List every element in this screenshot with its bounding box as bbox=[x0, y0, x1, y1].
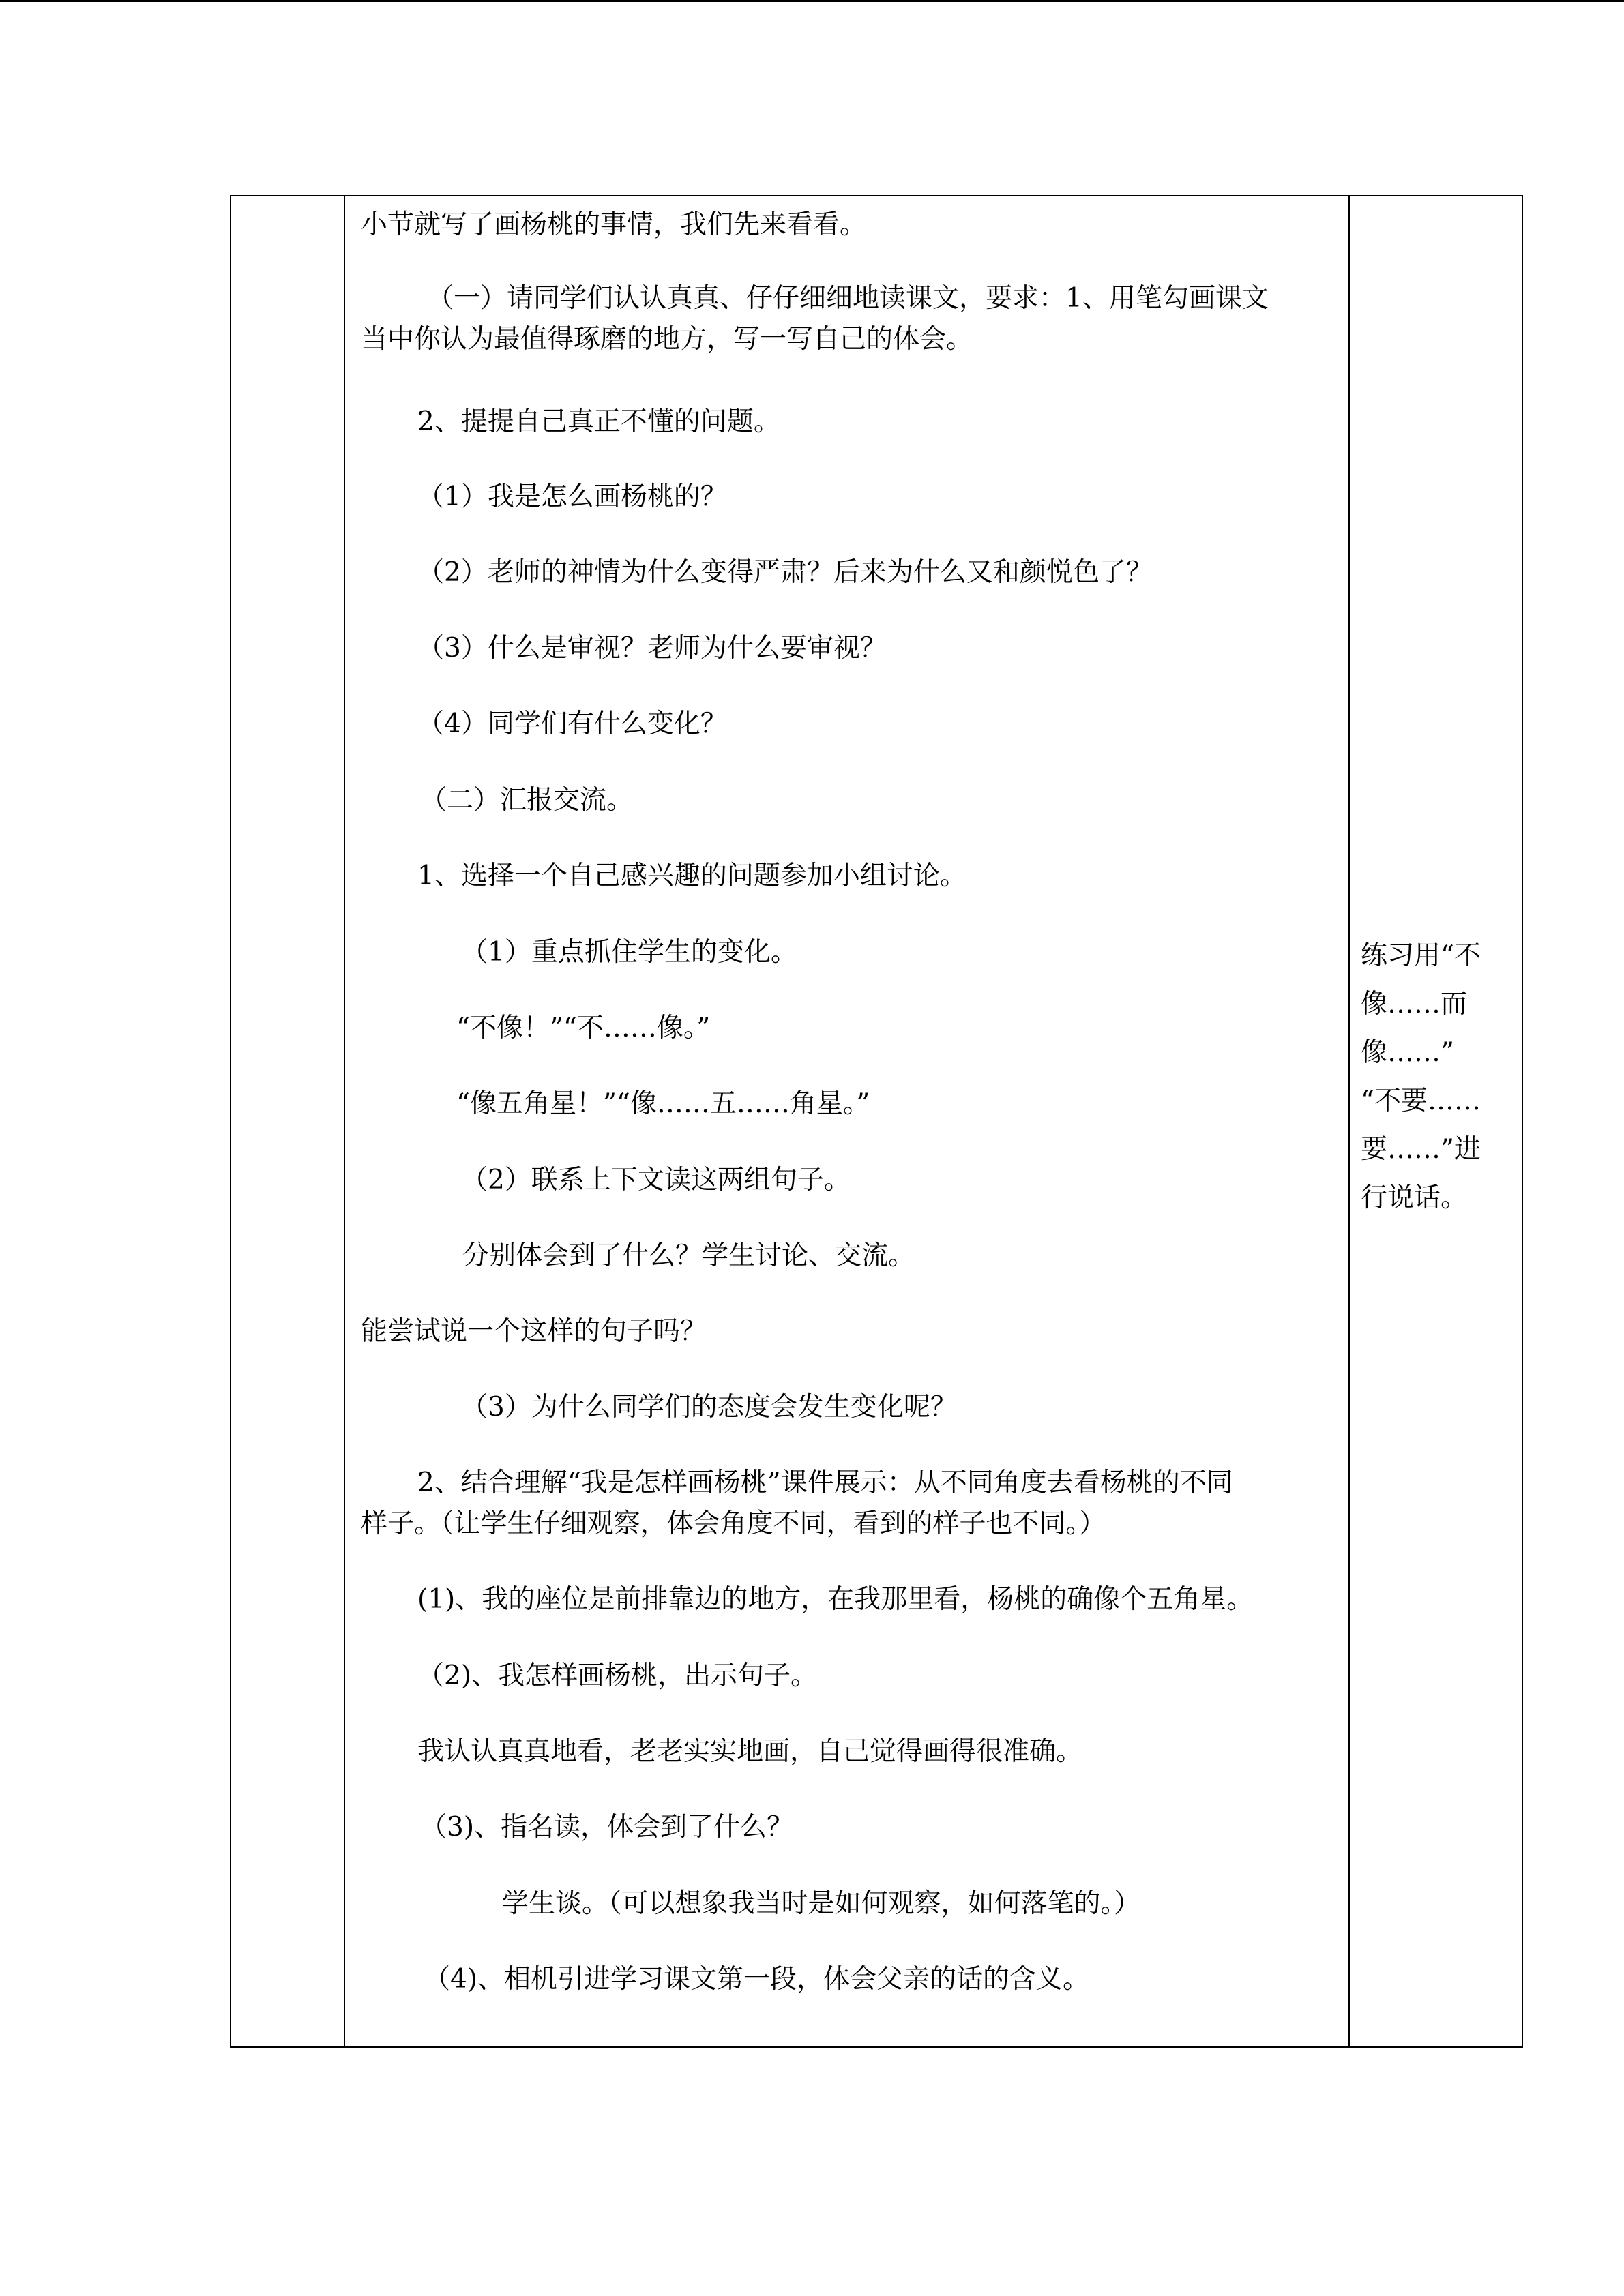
text-line: 2、提提自己真正不懂的问题。 bbox=[417, 406, 780, 437]
text-line: 当中你认为最值得琢磨的地方，写一写自己的体会。 bbox=[361, 324, 973, 355]
text-line: 样子。（让学生仔细观察，体会角度不同，看到的样子也不同。） bbox=[361, 1508, 1106, 1539]
lesson-plan-table bbox=[230, 195, 1523, 2048]
text-line: （2）联系上下文读这两组句子。 bbox=[461, 1165, 851, 1195]
text-line: 1、选择一个自己感兴趣的问题参加小组讨论。 bbox=[417, 861, 966, 891]
text-line: 能尝试说一个这样的句子吗？ bbox=[361, 1316, 707, 1347]
side-note-line: 练习用“不 bbox=[1361, 940, 1481, 971]
text-line: （1）重点抓住学生的变化。 bbox=[461, 937, 797, 968]
text-line: “不像！”“不……像。” bbox=[456, 1013, 711, 1043]
side-note-line: 像……” bbox=[1361, 1037, 1454, 1068]
text-line: “像五角星！”“像……五……角星。” bbox=[456, 1088, 870, 1119]
text-line: 分别体会到了什么？学生讨论、交流。 bbox=[462, 1240, 915, 1271]
text-line: （3)、指名读，体会到了什么？ bbox=[420, 1812, 794, 1843]
text-line: （4）同学们有什么变化？ bbox=[417, 709, 727, 739]
side-note-line: 要……”进 bbox=[1361, 1134, 1481, 1165]
text-line: （3）什么是审视？老师为什么要审视？ bbox=[417, 633, 887, 664]
side-note-cell bbox=[1361, 931, 1514, 1222]
text-line: （3）为什么同学们的态度会发生变化呢？ bbox=[461, 1392, 957, 1422]
side-note-line: “不要…… bbox=[1361, 1086, 1481, 1116]
text-line: 小节就写了画杨桃的事情，我们先来看看。 bbox=[361, 209, 867, 240]
side-note-line: 行说话。 bbox=[1361, 1182, 1468, 1213]
text-line: （1）我是怎么画杨桃的？ bbox=[417, 481, 727, 512]
text-line: 学生谈。（可以想象我当时是如何观察，如何落笔的。） bbox=[502, 1888, 1141, 1919]
text-line: （2）老师的神情为什么变得严肃？后来为什么又和颜悦色了？ bbox=[417, 557, 1153, 588]
text-line: 我认认真真地看，老老实实地画，自己觉得画得很准确。 bbox=[417, 1736, 1083, 1767]
text-line: （二）汇报交流。 bbox=[420, 785, 634, 816]
page-top-rule bbox=[0, 0, 1624, 2]
side-note-line: 像……而 bbox=[1361, 989, 1468, 1019]
text-line: （4)、相机引进学习课文第一段，体会父亲的话的含义。 bbox=[424, 1964, 1090, 1995]
text-line: （一）请同学们认认真真、仔仔细细地读课文，要求：1、用笔勾画课文 bbox=[427, 283, 1269, 314]
text-line: 2、结合理解“我是怎样画杨桃”课件展示：从不同角度去看杨桃的不同 bbox=[417, 1467, 1233, 1498]
teaching-process-cell bbox=[231, 196, 1522, 2046]
text-line: （2)、我怎样画杨桃，出示句子。 bbox=[417, 1660, 818, 1691]
text-line: (1)、我的座位是前排靠边的地方，在我那里看，杨桃的确像个五角星。 bbox=[417, 1584, 1254, 1615]
